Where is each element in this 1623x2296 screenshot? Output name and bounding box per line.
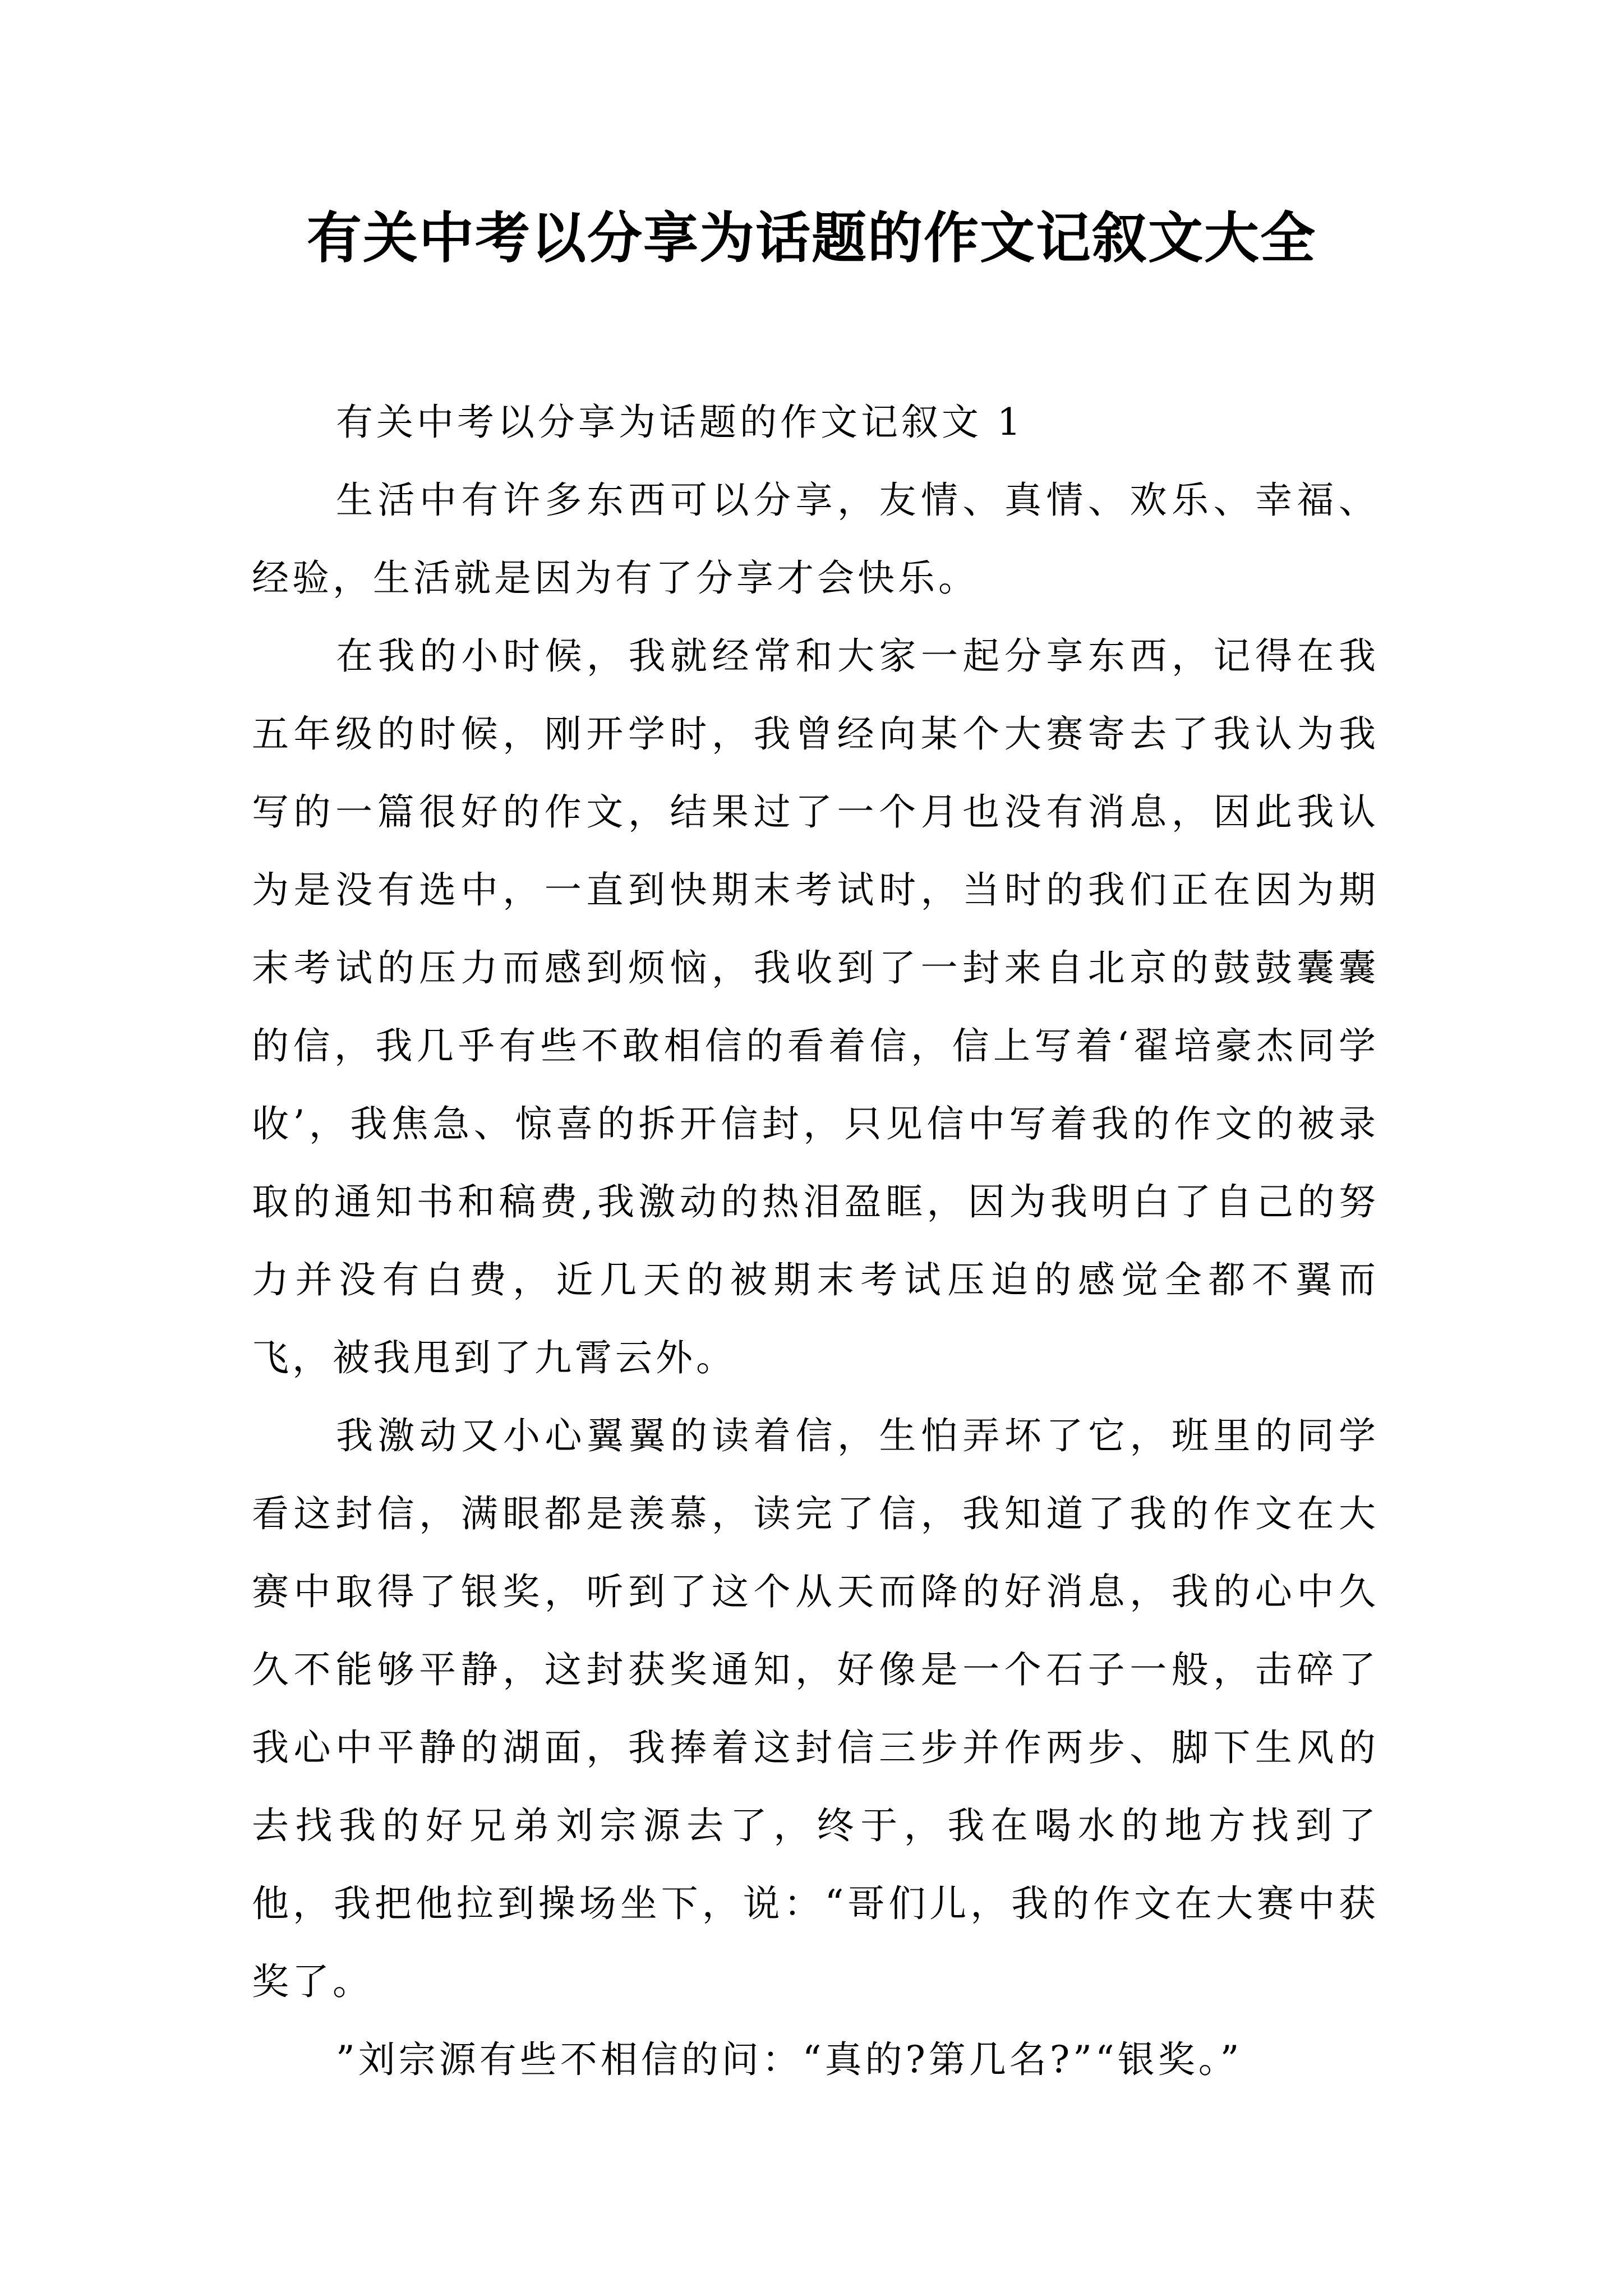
document-body — [252, 383, 1379, 2099]
body-paragraph: ”刘宗源有些不相信的问：“真的?第几名?”“银奖。” — [336, 2038, 1243, 2081]
body-paragraph: 我激动又小心翼翼的读着信，生怕弄坏了它，班里的同学看这封信，满眼都是羡慕，读完了信，我知道了我的作文在大赛中取得了银奖，听到了这个从天而降的好消息，我的心中久久不能够平静，这封获奖通知，好像是一个石子一般，击碎了我心中平静的湖面，我捧着这封信三步并作两步、脚下生风的去找我的好兄弟刘宗源去了，终于，我在喝水的地方找到了他，我把他拉到操场坐下，说：“哥们儿，我的作文在大赛中获奖了。 — [252, 1414, 1379, 2003]
section-heading: 有关中考以分享为话题的作文记叙文 1 — [336, 401, 1024, 444]
body-paragraph: 生活中有许多东西可以分享，友情、真情、欢乐、幸福、经验，生活就是因为有了分享才会快乐。 — [252, 478, 1379, 600]
body-paragraph: 在我的小时候，我就经常和大家一起分享东西，记得在我五年级的时候，刚开学时，我曾经向某个大赛寄去了我认为我写的一篇很好的作文，结果过了一个月也没有消息，因此我认为是没有选中，一直到快期末考试时，当时的我们正在因为期末考试的压力而感到烦恼，我收到了一封来自北京的鼓鼓囊囊的信，我几乎有些不敢相信的看着信，信上写着‘翟培豪杰同学收’，我焦急、惊喜的拆开信封，只见信中写着我的作文的被录取的通知书和稿费,我激动的热泪盈眶，因为我明白了自己的努力并没有白费，近几天的被期末考试压迫的感觉全都不翼而飞，被我甩到了九霄云外。 — [252, 634, 1379, 1379]
document-title: 有关中考以分享为话题的作文记叙文大全 — [306, 206, 1316, 270]
